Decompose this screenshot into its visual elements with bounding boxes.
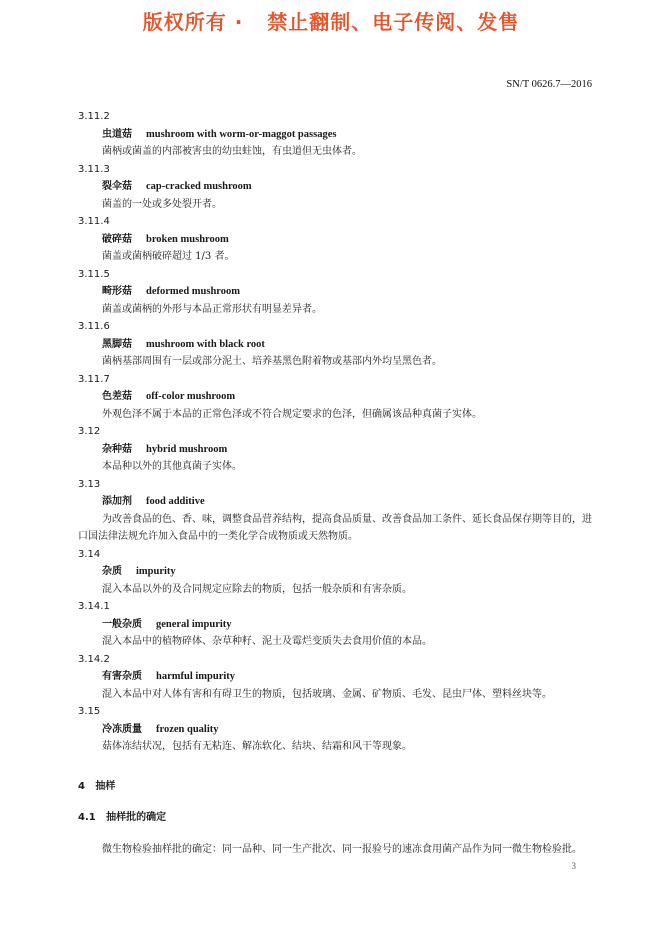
term-chinese: 有害杂质 [102,671,142,682]
term-english: harmful impurity [156,671,236,682]
term-heading [102,283,592,301]
term-entry [78,108,592,161]
subsection-heading: 4.1 抽样批的确定 [78,812,167,823]
term-english: food additive [146,496,205,507]
term-english: broken mushroom [146,233,229,245]
term-definition: 混入本品以外的及合同规定应除去的物质，包括一般杂质和有害杂质。 [102,583,412,595]
watermark-banner: 版权所有 · 禁止翻制、电子传阅、发售 [142,10,520,34]
term-heading [102,721,592,739]
clause-number: 3.14 [78,548,101,560]
term-chinese: 添加剂 [102,496,132,507]
clause-number: 3.14.2 [78,653,110,665]
term-entry [78,266,592,319]
clause-number: 3.11.6 [78,321,110,332]
term-english: hybrid mushroom [146,443,228,455]
term-english: mushroom with black root [146,338,265,350]
term-heading [102,616,592,634]
document-body [78,108,592,858]
term-english: impurity [136,566,176,577]
term-entry [78,703,592,756]
term-entry [78,318,592,371]
term-definition: 菌盖的一处或多处裂开者。 [102,198,222,210]
term-entry [78,598,592,651]
term-chinese: 色差菇 [102,391,132,402]
term-chinese: 虫道菇 [102,128,132,140]
page-number: 3 [571,861,576,871]
clause-number: 3.14.1 [78,601,110,612]
term-entry [78,213,592,266]
term-definition: 混入本品中的植物碎体、杂草种籽、泥土及霉烂变质失去食用价值的本品。 [102,636,432,647]
term-chinese: 裂伞菇 [102,181,132,192]
term-chinese: 杂种菇 [102,443,132,455]
term-entry [78,651,592,704]
term-entry [78,371,592,424]
term-definition: 混入本品中对人体有害和有碍卫生的物质，包括玻璃、金属、矿物质、毛发、昆虫尸体、塑料丝块等。 [102,688,552,700]
term-chinese: 杂质 [102,566,122,577]
term-heading [102,126,592,144]
term-english: cap-cracked mushroom [146,181,252,192]
term-entry [78,423,592,476]
term-english: frozen quality [156,723,219,735]
term-english: deformed mushroom [146,286,241,297]
term-chinese: 畸形菇 [102,286,132,297]
clause-number: 3.15 [78,706,101,717]
term-heading [102,388,592,406]
clause-number: 3.11.3 [78,163,110,175]
term-definition: 菌盖或菌柄破碎超过 1/3 者。 [102,251,235,262]
clause-number: 3.11.5 [78,268,110,280]
term-heading [102,563,592,581]
clause-number: 3.11.7 [78,373,110,385]
clause-number: 3.11.2 [78,111,110,122]
term-definition: 本品种以外的其他真菌子实体。 [102,461,242,472]
term-definition: 菌柄基部周围有一层或部分泥土、培养基黑色附着物或基部内外均呈黑色者。 [102,356,442,367]
term-english: general impurity [156,618,232,630]
term-heading [102,493,592,511]
term-definition: 外观色泽不属于本品的正常色泽或不符合规定要求的色泽，但确属该品种真菌子实体。 [102,408,482,420]
term-chinese: 冷冻质量 [102,723,142,735]
term-definition: 菇体冻结状况，包括有无粘连、解冻软化、结块、结霜和风干等现象。 [102,741,412,752]
term-english: mushroom with worm-or-maggot passages [146,128,337,140]
term-chinese: 一般杂质 [102,618,142,630]
term-definition: 为改善食品的色、香、味，调整食品营养结构，提高食品质量、改善食品加工条件、延长食品保存期等目的，进口国法律法规允许加入食品中的一类化学合成物质或天然物质。 [78,513,592,542]
clause-number: 3.11.4 [78,216,110,227]
clause-number: 3.13 [78,478,101,490]
term-entry [78,476,592,546]
term-chinese: 黑脚菇 [102,338,132,350]
term-heading [102,441,592,459]
term-definition: 菌柄或菌盖的内部被害虫的幼虫蛀蚀，有虫道但无虫体者。 [102,146,362,157]
section-heading: 4 抽样 [78,780,116,792]
term-heading [102,231,592,249]
term-english: off-color mushroom [146,391,236,402]
document-code: SN/T 0626.7—2016 [506,79,592,90]
term-heading [102,668,592,686]
term-heading [102,178,592,196]
term-chinese: 破碎菇 [102,233,132,245]
body-paragraph: 微生物检验抽样批的确定：同一品种、同一生产批次、同一报验号的速冻食用菌产品作为同一微生物检验批。 [102,843,582,855]
term-entry [78,161,592,214]
clause-number: 3.12 [78,426,101,437]
term-heading [102,336,592,354]
term-definition: 菌盖或菌柄的外形与本品正常形状有明显差异者。 [102,303,322,315]
term-entry [78,546,592,599]
